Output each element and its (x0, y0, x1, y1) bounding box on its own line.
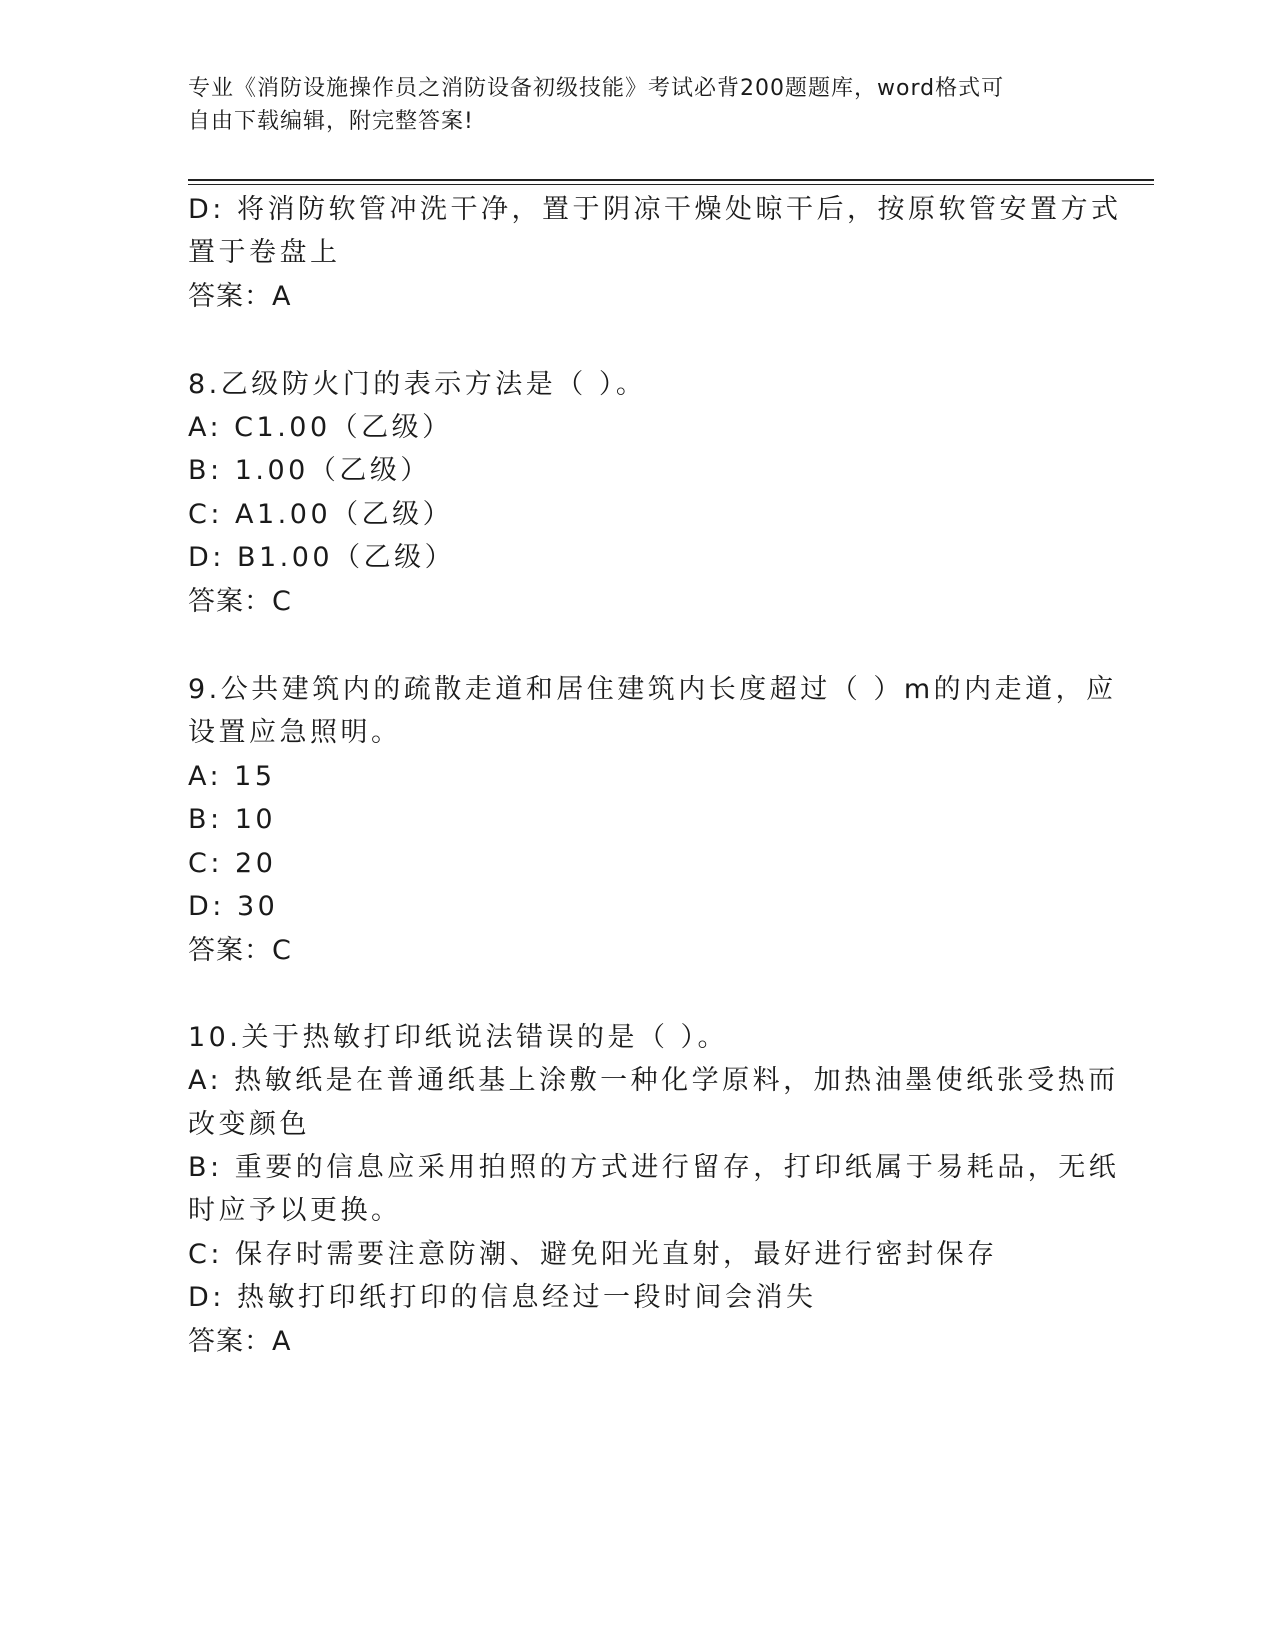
q8-answer: 答案：C (188, 586, 292, 617)
q10-option-d: D: 热敏打印纸打印的信息经过一段时间会消失 (188, 1282, 817, 1313)
document-header (188, 72, 1088, 138)
header-line-2: 自由下载编辑，附完整答案! (188, 109, 474, 134)
q10-option-a: A: 热敏纸是在普通纸基上涂敷一种化学原料，加热油墨使纸张受热而 (188, 1065, 1119, 1096)
q7-answer: 答案：A (188, 281, 292, 312)
header-rule-thin (188, 184, 1154, 185)
q8-option-c: C: A1.00（乙级） (188, 499, 454, 530)
q10-option-b: B: 重要的信息应采用拍照的方式进行留存，打印纸属于易耗品，无纸 (188, 1152, 1120, 1183)
q7-option-d-cont: 置于卷盘上 (188, 237, 341, 268)
q10-option-b-cont: 时应予以更换。 (188, 1195, 402, 1226)
header-rule-thick (188, 179, 1154, 181)
q9-stem: 9.公共建筑内的疏散走道和居住建筑内长度超过（ ）m的内走道，应 (188, 674, 1117, 705)
q10-option-c: C: 保存时需要注意防潮、避免阳光直射，最好进行密封保存 (188, 1239, 998, 1270)
q8-option-a: A: C1.00（乙级） (188, 412, 453, 443)
q7-option-d: D: 将消防软管冲洗干净，置于阴凉干燥处晾干后，按原软管安置方式 (188, 194, 1122, 225)
q9-option-a: A: 15 (188, 761, 276, 792)
q10-stem: 10.关于热敏打印纸说法错误的是（ ）。 (188, 1022, 729, 1053)
q8-stem: 8.乙级防火门的表示方法是（ ）。 (188, 369, 647, 400)
q8-option-b: B: 1.00（乙级） (188, 455, 431, 486)
q9-stem-cont: 设置应急照明。 (188, 717, 402, 748)
q8-option-d: D: B1.00（乙级） (188, 542, 456, 573)
q10-answer: 答案：A (188, 1326, 292, 1357)
q10-option-a-cont: 改变颜色 (188, 1109, 310, 1140)
q9-option-b: B: 10 (188, 804, 277, 835)
header-line-1: 专业《消防设施操作员之消防设备初级技能》考试必背200题题库，word格式可 (188, 76, 1005, 101)
q9-answer: 答案：C (188, 935, 292, 966)
q9-option-c: C: 20 (188, 848, 277, 879)
q9-option-d: D: 30 (188, 891, 279, 922)
